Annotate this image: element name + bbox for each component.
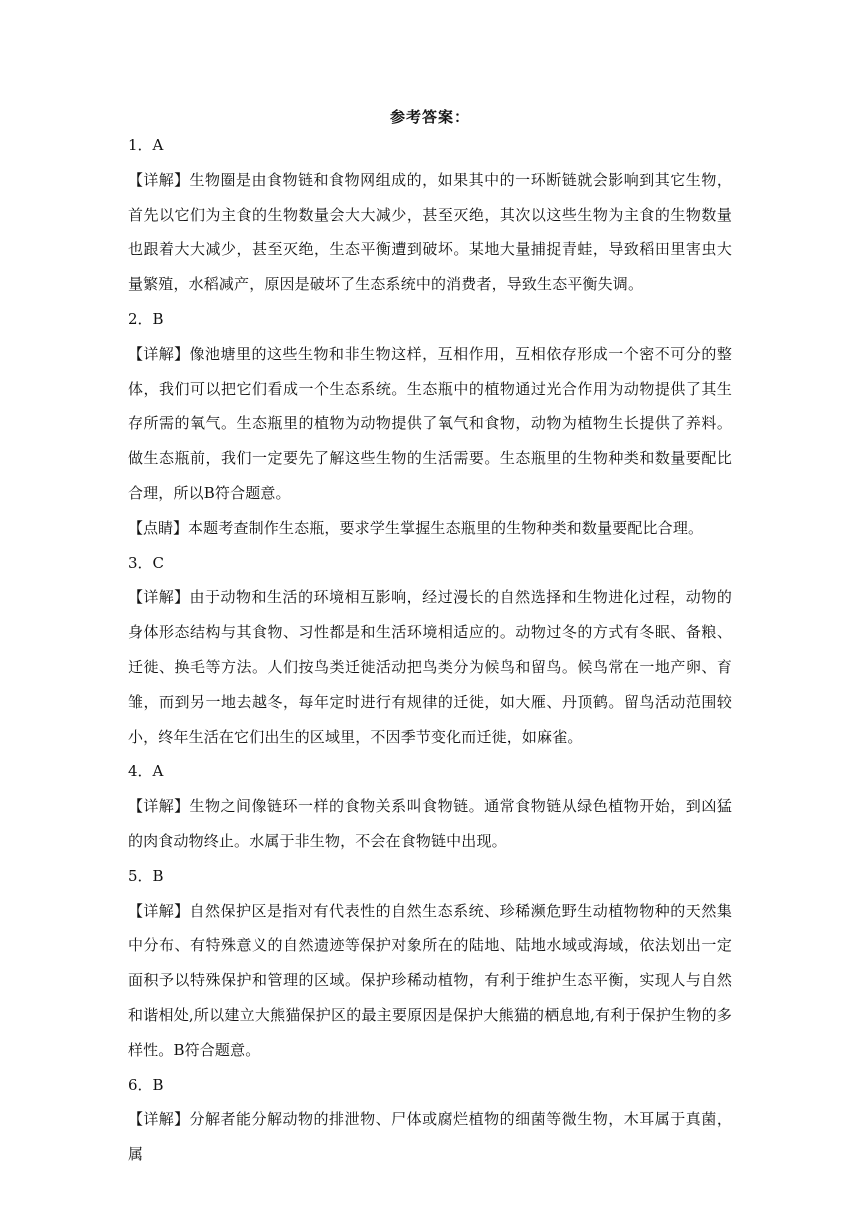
answer-item-5 [128,859,732,1068]
explanation-paragraph [128,894,732,1068]
explanation-tag: 【详解】 [128,901,190,920]
explanation-text: 分解者能分解动物的排泄物、尸体或腐烂植物的细菌等微生物，木耳属于真菌，属 [128,1110,732,1164]
question-number: 2．B [128,309,164,328]
explanation-tag: 【详解】 [128,1110,190,1129]
answer-item-2 [128,302,732,546]
explanation-paragraph [128,1102,732,1172]
answer-item-3 [128,546,732,755]
question-number: 5．B [128,866,164,885]
explanation-tag: 【详解】 [128,588,190,607]
explanation-tag: 【详解】 [128,797,190,816]
explanation-paragraph [128,580,732,754]
explanation-tag: 【详解】 [128,344,190,363]
explanation-text: 生物之间像链环一样的食物关系叫食物链。通常食物链从绿色植物开始，到凶猛的肉食动物终止。水属于非生物，不会在食物链中出现。 [128,797,732,850]
answer-key-title: 参考答案： [389,108,470,126]
explanation-tag: 【详解】 [128,170,190,189]
question-number: 6．B [128,1075,164,1094]
question-number: 4．A [128,762,164,781]
answer-item-1 [128,128,732,302]
comment-text: 本题考查制作生态瓶，要求学生掌握生态瓶里的生物种类和数量要配比合理。 [188,518,704,537]
explanation-paragraph [128,163,732,302]
explanation-text: 像池塘里的这些生物和非生物这样，互相作用，互相依存形成一个密不可分的整体，我们可以把它们看成一个生态系统。生态瓶中的植物通过光合作用为动物提供了其生存所需的氧气。生态瓶里的植物为动物提供了氧气和食物，动物为植物生长提供了养料。做生态瓶前，我们一定要先了解这些生物的生活需要。生态瓶里的生物种类和数量要配比合理，所以B符合题意。 [128,344,732,502]
comment-paragraph [128,511,732,546]
explanation-paragraph [128,789,732,859]
explanation-paragraph [128,337,732,511]
explanation-text: 自然保护区是指对有代表性的自然生态系统、珍稀濒危野生动植物物种的天然集中分布、有特殊意义的自然遗迹等保护对象所在的陆地、陆地水域或海域，依法划出一定面积予以特殊保护和管理的区域。保护珍稀动植物，有利于维护生态平衡，实现人与自然和谐相处,所以建立大熊猫保护区的最主要原因是保护大熊猫的栖息地,有利于保护生物的多样性。B符合题意。 [128,901,732,1059]
question-number: 1．A [128,136,164,154]
comment-tag: 【点睛】 [128,518,189,537]
answer-list [128,128,732,1172]
explanation-text: 由于动物和生活的环境相互影响，经过漫长的自然选择和生物进化过程，动物的身体形态结构与其食物、习性都是和生活环境相适应的。动物过冬的方式有冬眠、备粮、迁徙、换毛等方法。人们按鸟类迁徙活动把鸟类分为候鸟和留鸟。候鸟常在一地产卵、育雏，而到另一地去越冬，每年定时进行有规律的迁徙，如大雁、丹顶鹤。留鸟活动范围较小，终年生活在它们出生的区域里，不因季节变化而迁徙，如麻雀。 [128,588,732,746]
answer-item-4 [128,754,732,858]
explanation-text: 生物圈是由食物链和食物网组成的，如果其中的一环断链就会影响到其它生物，首先以它们为主食的生物数量会大大减少，甚至灭绝，其次以这些生物为主食的生物数量也跟着大大减少，甚至灭绝，生态平衡遭到破坏。某地大量捕捉青蛙，导致稻田里害虫大量繁殖，水稻减产，原因是破坏了生态系统中的消费者，导致生态平衡失调。 [128,170,732,294]
question-number: 3．C [128,553,165,572]
answer-item-6 [128,1068,732,1172]
